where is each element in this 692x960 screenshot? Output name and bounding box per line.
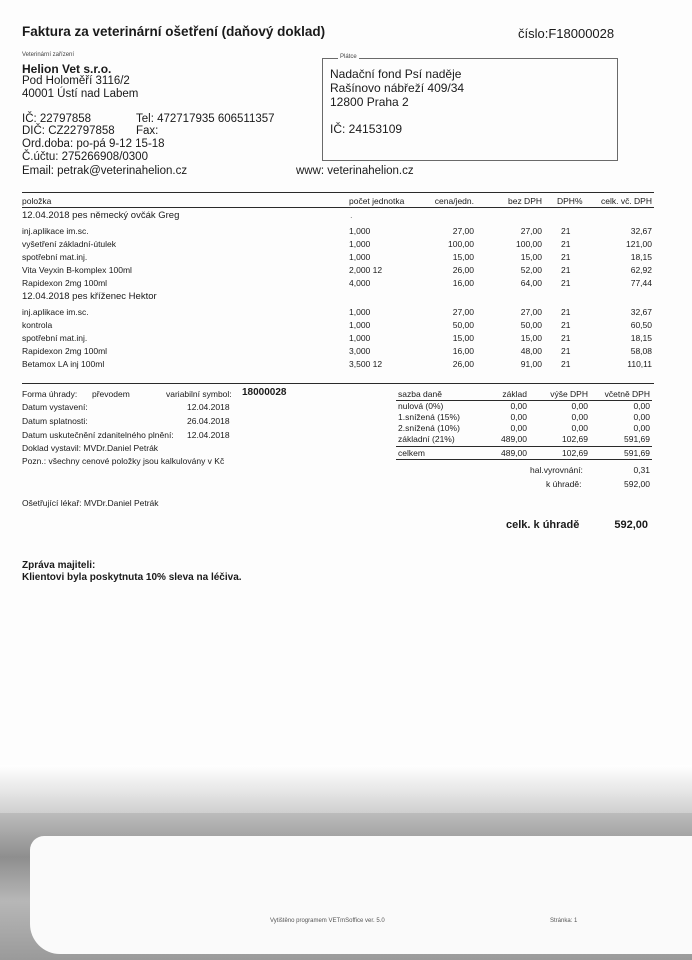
item-name: Rapidexon 2mg 100ml (22, 346, 108, 356)
grand-total-label: celk. k úhradě (506, 519, 580, 531)
message-text: Klientovi byla poskytnuta 10% sleva na léčiva. (22, 572, 242, 583)
item-name: inj.aplikace im.sc. (22, 226, 89, 236)
item-unit-price: 26,00 (452, 359, 474, 369)
vat-incl: 0,00 (633, 423, 650, 433)
item-qty: 1,000 (349, 333, 371, 343)
item-vat: 21 (561, 265, 571, 275)
item-unit-price: 50,00 (452, 320, 474, 330)
due-date-value: 26.04.2018 (187, 416, 230, 426)
payer-name: Nadační fond Psí naděje (330, 67, 462, 81)
item-name: Betamox LA inj 100ml (22, 359, 105, 369)
item-name: inj.aplikace im.sc. (22, 307, 89, 317)
item-qty: 3,500 12 (349, 359, 383, 369)
attending-vet: Ošetřující lékař: MVDr.Daniel Petrák (22, 498, 159, 508)
item-qty: 2,000 12 (349, 265, 383, 275)
item-name: Vita Veyxin B-komplex 100ml (22, 265, 132, 275)
item-net: 15,00 (520, 333, 542, 343)
currency-note: Pozn.: všechny cenové položky jsou kalkulovány v Kč (22, 456, 225, 466)
table-header-rule (22, 207, 654, 208)
variable-symbol-label: variabilní symbol: (166, 389, 232, 399)
item-net: 52,00 (520, 265, 542, 275)
vat-base: 0,00 (510, 401, 527, 411)
supplier-email: Email: petrak@veterinahelion.cz (22, 165, 188, 177)
item-name: vyšetření základní-útulek (22, 239, 117, 249)
item-qty: 1,000 (349, 307, 371, 317)
grand-total-value: 592,00 (614, 519, 648, 531)
vat-base: 0,00 (510, 412, 527, 422)
item-net: 91,00 (520, 359, 542, 369)
item-net: 27,00 (520, 307, 542, 317)
item-total: 18,15 (630, 333, 652, 343)
item-qty: 1,000 (349, 226, 371, 236)
message-title: Zpráva majiteli: (22, 560, 96, 571)
supplier-fax: Fax: (136, 125, 159, 137)
vat-total-label: celkem (398, 448, 425, 458)
vat-amount: 102,69 (562, 434, 588, 444)
supplier-street: Pod Holoměří 3116/2 (22, 75, 130, 87)
item-total: 58,08 (630, 346, 652, 356)
item-qty: 1,000 (349, 252, 371, 262)
item-total: 32,67 (630, 307, 652, 317)
vat-incl: 0,00 (633, 401, 650, 411)
vat-amount: 0,00 (571, 412, 588, 422)
taxable-date-label: Datum uskutečnění zdanitelného plnění: (22, 430, 174, 440)
item-unit-price: 27,00 (452, 307, 474, 317)
supplier-city: 40001 Ústí nad Labem (22, 88, 139, 100)
payment-form-value: převodem (92, 389, 130, 399)
item-total: 32,67 (630, 226, 652, 236)
item-unit-price: 26,00 (452, 265, 474, 275)
item-vat: 21 (561, 333, 571, 343)
vat-incl: 0,00 (633, 412, 650, 422)
vat-amount: 0,00 (571, 423, 588, 433)
item-total: 18,15 (630, 252, 652, 262)
item-net: 50,00 (520, 320, 542, 330)
item-net: 15,00 (520, 252, 542, 262)
item-net: 64,00 (520, 278, 542, 288)
item-net: 27,00 (520, 226, 542, 236)
col-header-item: položka (22, 196, 52, 206)
item-vat: 21 (561, 346, 571, 356)
supplier-tel: Tel: 472717935 606511357 (136, 113, 275, 125)
item-qty: 1,000 (349, 239, 371, 249)
vat-header-vat: výše DPH (550, 389, 588, 399)
vat-total-incl: 591,69 (624, 448, 650, 458)
supplier-hours: Ord.doba: po-pá 9-12 15-18 (22, 138, 165, 150)
col-header-unit-price: cena/jedn. (434, 196, 474, 206)
item-name: Rapidexon 2mg 100ml (22, 278, 108, 288)
supplier-dic: DIČ: CZ22797858 (22, 125, 115, 137)
item-vat: 21 (561, 320, 571, 330)
issued-date-value: 12.04.2018 (187, 402, 230, 412)
table-bottom-rule (22, 383, 654, 384)
issued-date-label: Datum vystavení: (22, 402, 88, 412)
item-vat: 21 (561, 252, 571, 262)
vat-amount: 0,00 (571, 401, 588, 411)
invoice-number: číslo:F18000028 (518, 26, 615, 41)
page-footer-strip (30, 836, 692, 954)
item-vat: 21 (561, 239, 571, 249)
col-header-total: celk. vč. DPH (600, 196, 652, 206)
item-qty: 3,000 (349, 346, 371, 356)
payer-street: Rašínovo nábřeží 409/34 (330, 81, 465, 95)
footer-printed-by: Vytištěno programem VETmSoffice ver. 5.0 (270, 918, 385, 924)
item-unit-price: 100,00 (448, 239, 474, 249)
group-heading: 12.04.2018 pes kříženec Hektor (22, 291, 157, 302)
issued-by: Doklad vystavil: MVDr.Daniel Petrák (22, 443, 159, 453)
rounding-label: hal.vyrovnání: (530, 465, 583, 475)
table-top-rule (22, 192, 654, 193)
payer-ic: IČ: 24153109 (330, 122, 403, 136)
vat-rate: základní (21%) (398, 434, 455, 444)
vat-rate: nulová (0%) (398, 401, 444, 411)
scan-shadow (0, 765, 692, 813)
vat-incl: 591,69 (624, 434, 650, 444)
footer-page-number: Stránka: 1 (550, 918, 578, 924)
supplier-label: Veterinární zařízení (22, 52, 75, 58)
item-vat: 21 (561, 359, 571, 369)
to-pay-value: 592,00 (624, 479, 650, 489)
col-header-net: bez DPH (507, 196, 542, 206)
vat-base: 0,00 (510, 423, 527, 433)
payment-form-label: Forma úhrady: (22, 389, 78, 399)
taxable-date-value: 12.04.2018 (187, 430, 230, 440)
item-name: kontrola (22, 320, 53, 330)
item-name: spotřební mat.inj. (22, 333, 88, 343)
item-total: 110,11 (627, 359, 652, 369)
item-unit-price: 15,00 (452, 333, 474, 343)
vat-rate: 2.snížená (10%) (398, 423, 460, 433)
item-vat: 21 (561, 226, 571, 236)
group-marker: . (350, 210, 353, 221)
payer-city: 12800 Praha 2 (330, 95, 409, 109)
item-unit-price: 16,00 (452, 278, 474, 288)
supplier-ic: IČ: 22797858 (22, 113, 92, 125)
due-date-label: Datum splatnosti: (22, 416, 88, 426)
item-net: 100,00 (516, 239, 542, 249)
item-total: 60,50 (630, 320, 652, 330)
to-pay-label: k úhradě: (546, 479, 582, 489)
vat-total-base: 489,00 (501, 448, 527, 458)
payer-label: Plátce (340, 54, 357, 60)
item-name: spotřební mat.inj. (22, 252, 88, 262)
item-total: 77,44 (630, 278, 652, 288)
item-unit-price: 16,00 (452, 346, 474, 356)
item-vat: 21 (561, 307, 571, 317)
invoice-title: Faktura za veterinární ošetření (daňový doklad) (22, 24, 326, 39)
item-qty: 1,000 (349, 320, 371, 330)
supplier-name: Helion Vet s.r.o. (22, 62, 112, 76)
item-qty: 4,000 (349, 278, 371, 288)
vat-header-total: včetně DPH (604, 389, 650, 399)
vat-bottom-rule (396, 459, 652, 460)
vat-base: 489,00 (501, 434, 527, 444)
vat-header-base: základ (502, 389, 527, 399)
variable-symbol-value: 18000028 (242, 387, 287, 398)
item-vat: 21 (561, 278, 571, 288)
item-net: 48,00 (520, 346, 542, 356)
item-total: 121,00 (626, 239, 652, 249)
rounding-value: 0,31 (633, 465, 650, 475)
vat-total-rule (396, 446, 652, 447)
col-header-vat: DPH% (557, 196, 583, 206)
vat-rate: 1.snížená (15%) (398, 412, 460, 422)
item-unit-price: 27,00 (452, 226, 474, 236)
vat-header-rate: sazba daně (398, 389, 442, 399)
group-heading: 12.04.2018 pes německý ovčák Greg (22, 210, 180, 221)
col-header-qty: počet jednotka (349, 196, 405, 206)
item-unit-price: 15,00 (452, 252, 474, 262)
supplier-account: Č.účtu: 275266908/0300 (22, 151, 148, 163)
vat-total-vat: 102,69 (562, 448, 588, 458)
item-total: 62,92 (630, 265, 652, 275)
supplier-www: www: veterinahelion.cz (296, 165, 414, 177)
